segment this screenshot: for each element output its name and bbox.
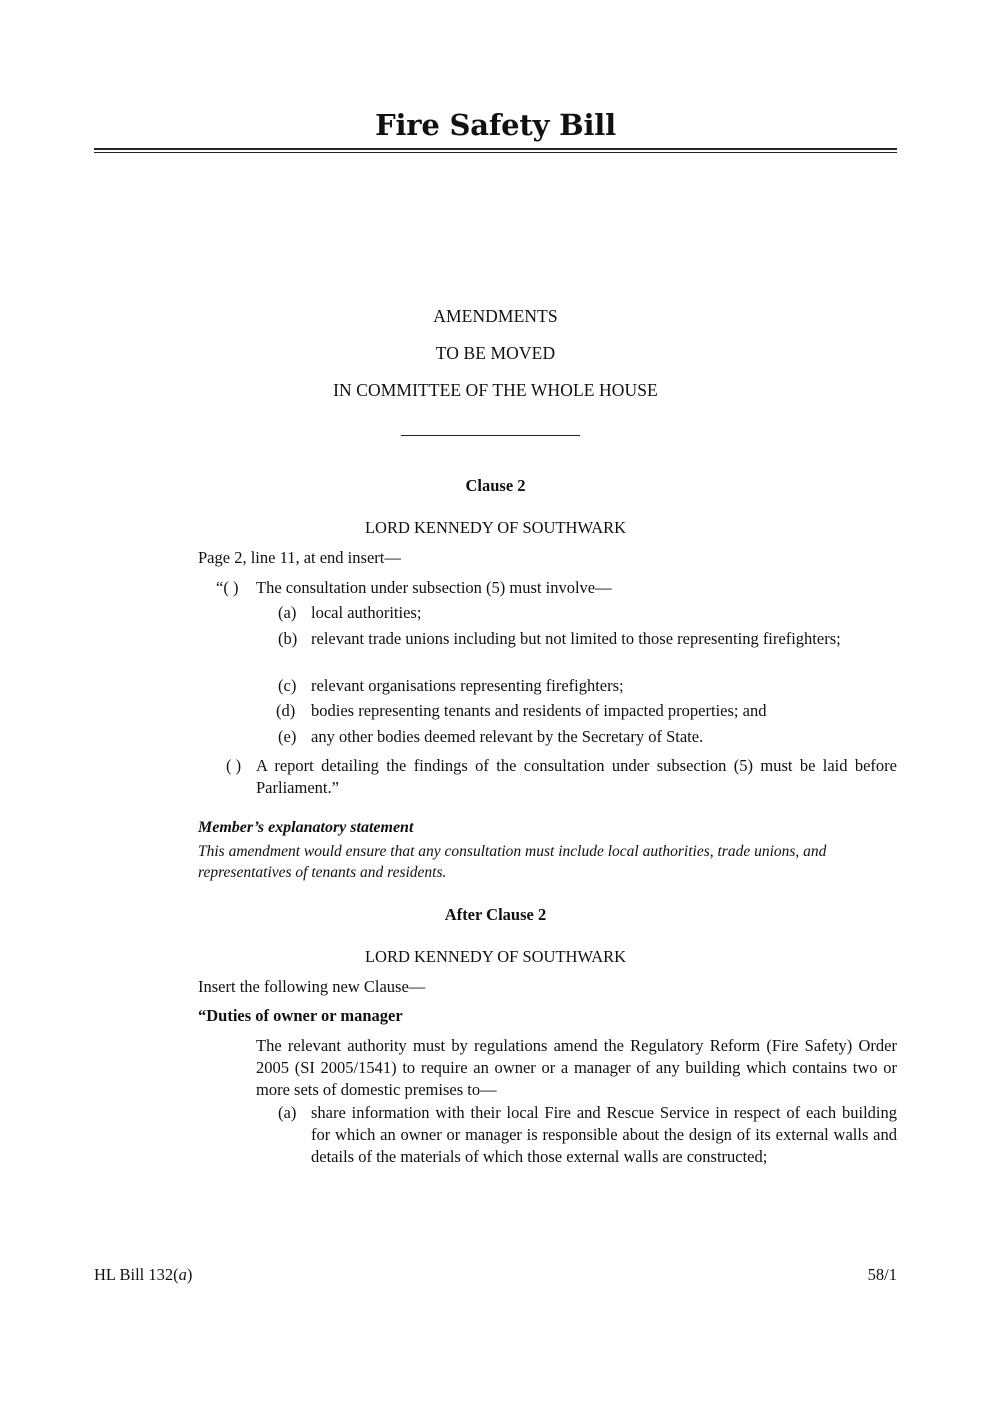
subsection-label: “( ): [216, 578, 239, 597]
bill-reference: HL Bill 132(a): [94, 1265, 193, 1284]
subsection-text: The consultation under subsection (5) must involve—: [256, 578, 612, 597]
clause-heading: Clause 2: [465, 476, 526, 495]
subsection-label: ( ): [226, 756, 242, 775]
new-clause-title: “Duties of owner or manager: [198, 1006, 403, 1025]
page-code: 58/1: [867, 1265, 897, 1284]
item-text: any other bodies deemed relevant by the Secretary of State.: [311, 727, 704, 746]
item-text: share information with their local Fire and Rescue Service in respect of each building for which an owner or manager is responsible about the design of its external walls and details of the materials of which those external walls are constructed;: [311, 1103, 897, 1166]
item-label: (a): [278, 603, 297, 622]
heading-amendments: AMENDMENTS: [433, 306, 558, 326]
heading-committee: IN COMMITTEE OF THE WHOLE HOUSE: [333, 380, 658, 400]
item-label: (d): [276, 701, 296, 720]
heading-to-be-moved: TO BE MOVED: [435, 343, 556, 363]
explanatory-statement: This amendment would ensure that any consultation must include local authorities, trade unions, and representatives of tenants and residents.: [198, 843, 827, 881]
amendment-instruction: Insert the following new Clause—: [198, 977, 426, 996]
new-clause-body: The relevant authority must by regulations amend the Regulatory Reform (Fire Safety) Order 2005 (SI 2005/1541) to require an owner or a manager of any building which contains two or more sets of domestic premises to—: [256, 1036, 897, 1099]
title-rule-thick: [94, 148, 897, 150]
item-text: bodies representing tenants and residents of impacted properties; and: [311, 701, 767, 720]
member-name: LORD KENNEDY OF SOUTHWARK: [364, 518, 627, 537]
subsection-text: A report detailing the findings of the consultation under subsection (5) must be laid before Parliament.”: [256, 756, 897, 797]
heading-divider: [401, 435, 580, 436]
explanatory-statement-heading: Member’s explanatory statement: [198, 819, 414, 836]
item-text: local authorities;: [311, 603, 422, 622]
item-label: (e): [278, 727, 297, 746]
title-rule-thin: [94, 152, 897, 153]
item-text: relevant organisations representing firefighters;: [311, 676, 624, 695]
member-name: LORD KENNEDY OF SOUTHWARK: [364, 947, 627, 966]
clause-heading: After Clause 2: [444, 905, 547, 924]
item-text: relevant trade unions including but not limited to those representing firefighters;: [311, 629, 841, 648]
amendment-location: Page 2, line 11, at end insert—: [198, 548, 401, 567]
bill-title: Fire Safety Bill: [375, 108, 616, 142]
item-label: (a): [278, 1103, 297, 1122]
item-label: (c): [278, 676, 297, 695]
item-label: (b): [278, 629, 298, 648]
